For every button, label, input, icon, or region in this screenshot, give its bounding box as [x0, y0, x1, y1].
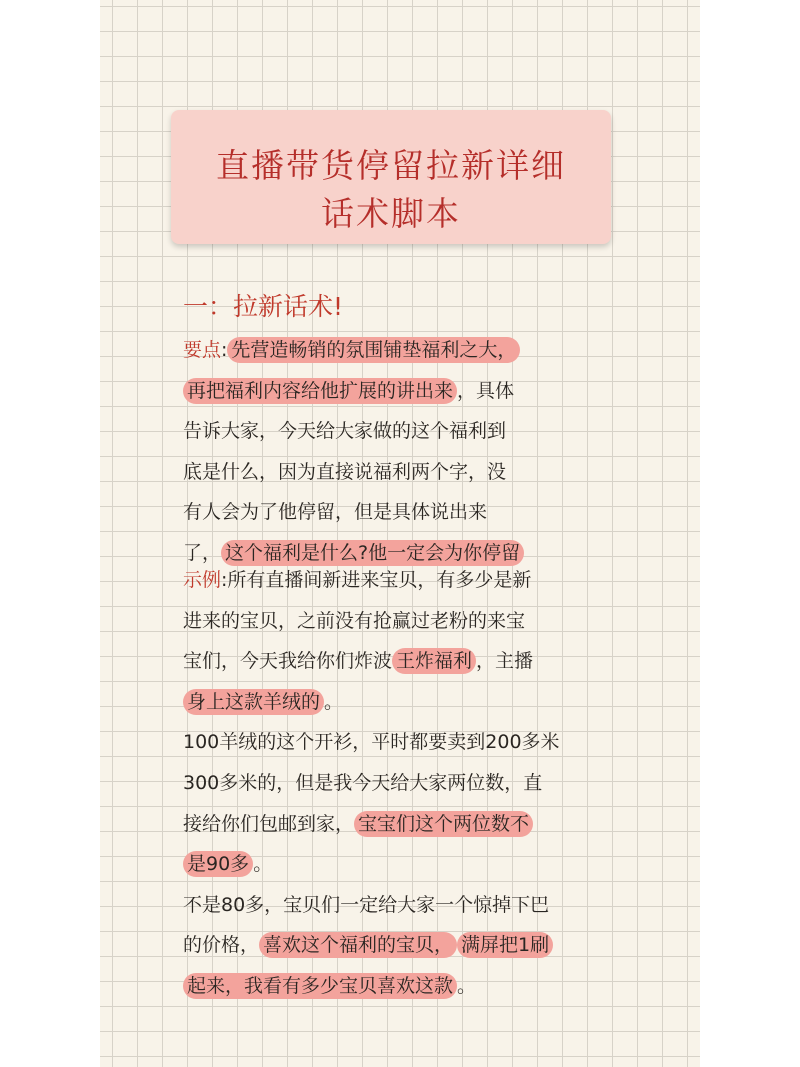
example-line	[183, 641, 533, 681]
example-line	[183, 763, 542, 803]
key-point-line	[183, 492, 487, 532]
body-text: ，具体	[457, 379, 515, 402]
highlighted-text: 这个福利是什么?他一定会为你停留	[221, 540, 524, 566]
body-text: ，主播	[476, 650, 534, 673]
body-text: 底是什么，因为直接说福利两个字，没	[183, 460, 507, 483]
title-line-1: 直播带货停留拉新详细	[216, 146, 566, 185]
key-point-line	[183, 411, 506, 451]
body-text: :	[221, 339, 228, 361]
example-line	[183, 925, 553, 965]
body-text: 了，	[183, 542, 222, 564]
body-text: 告诉大家，今天给大家做的这个福利到	[183, 420, 507, 443]
highlighted-text: 喜欢这个福利的宝贝，	[259, 932, 457, 958]
body-text: :所有直播间新进来宝贝，有多少是新	[221, 569, 532, 591]
key-point-line	[183, 371, 514, 411]
title-line-2: 话术脚本	[321, 194, 461, 233]
example-line	[183, 722, 560, 762]
highlighted-text: 身上这款羊绒的	[183, 689, 324, 715]
example-label: 示例	[183, 569, 222, 591]
example-line	[183, 885, 549, 925]
body-text: 。	[324, 690, 344, 713]
body-text: 有人会为了他停留，但是具体说出来	[183, 501, 488, 524]
highlighted-text: 满屏把1刷	[457, 932, 553, 958]
body-text: 的价格，	[183, 934, 260, 957]
example-line	[183, 601, 525, 641]
highlighted-text: 宝宝们这个两位数不	[354, 811, 533, 837]
highlighted-text: 是90多	[183, 851, 253, 877]
example-line	[183, 844, 272, 884]
example-line	[183, 560, 531, 600]
highlighted-text: 再把福利内容给他扩展的讲出来	[183, 378, 457, 404]
body-text: 300多米的，但是我今天给大家两位数，直	[183, 772, 543, 794]
key-point-line	[183, 330, 520, 370]
section-heading: 一：拉新话术!	[183, 292, 344, 321]
example-line	[183, 682, 343, 722]
body-text: 。	[457, 975, 477, 997]
example-line	[183, 804, 533, 844]
body-text: 进来的宝贝，之前没有抢赢过老粉的来宝	[183, 609, 526, 632]
title-card	[171, 110, 611, 244]
highlighted-text: 起来，我看有多少宝贝喜欢这款	[183, 973, 457, 999]
key-point-label: 要点	[183, 339, 222, 361]
highlighted-text: 王炸福利	[392, 648, 476, 674]
body-text: 宝们，今天我给你们炸波	[183, 650, 393, 673]
key-point-line	[183, 452, 506, 492]
body-text: 100羊绒的这个开衫，平时都要卖到200多米	[183, 731, 560, 754]
body-text: 不是80多，宝贝们一定给大家一个惊掉下巴	[183, 893, 550, 916]
highlighted-text: 先营造畅销的氛围铺垫福利之大，	[227, 337, 520, 363]
body-text: 。	[253, 853, 273, 876]
body-text: 接给你们包邮到家，	[183, 812, 355, 835]
example-line	[183, 966, 476, 1006]
